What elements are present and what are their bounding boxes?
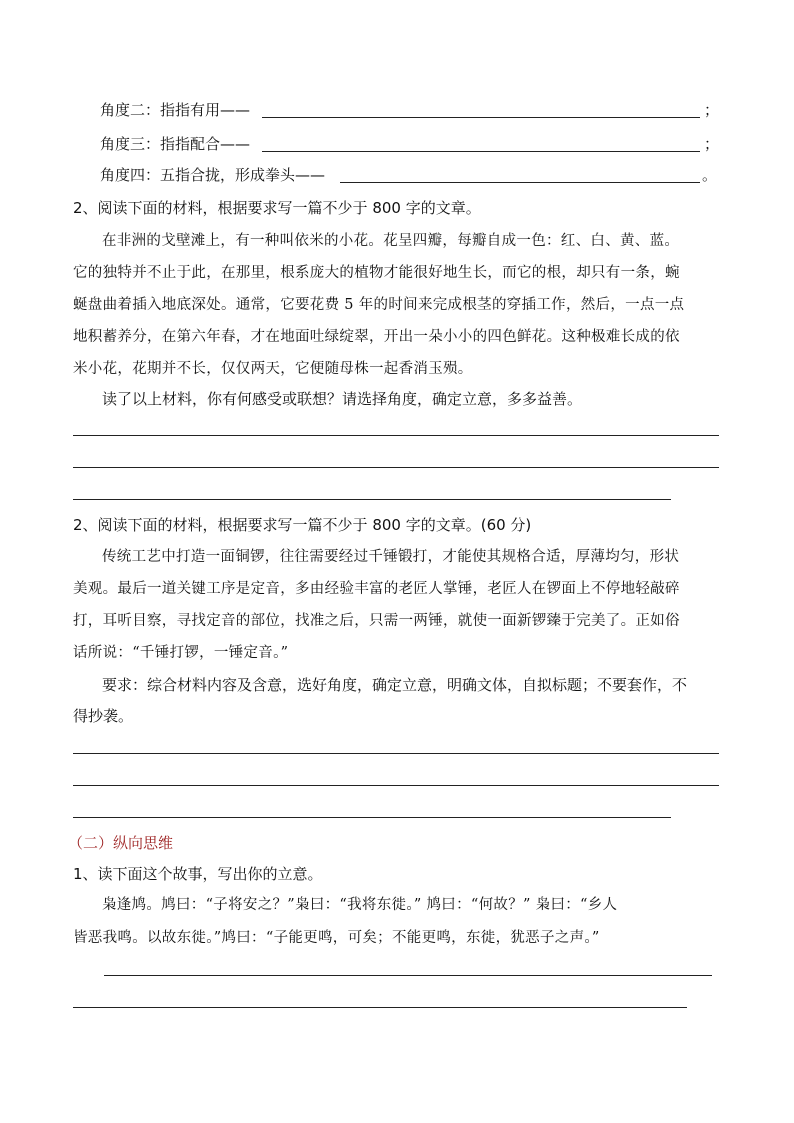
q2b-title: 2、阅读下面的材料，根据要求写一篇不少于 800 字的文章。(60 分) — [73, 516, 532, 534]
q1-answer-line-1[interactable] — [104, 975, 712, 976]
angle-3-end: ； — [704, 135, 720, 153]
q2b-requirement-line-1: 要求：综合材料内容及含意，选好角度，确定立意，明确文体，自拟标题；不要套作，不 — [102, 676, 688, 694]
q2b-line-4: 话所说：“千锤打锣，一锤定音。” — [73, 645, 289, 661]
q2b-line-3: 打，耳听目察，寻找定音的部位，找准之后，只需一两锤，就使一面新锣臻于完美了。正如俗 — [73, 613, 680, 629]
angle-2-end: ； — [704, 101, 720, 119]
answer-line-angle-4[interactable] — [340, 182, 700, 183]
q2a-line-5: 米小花，花期并不长，仅仅两天，它便随母株一起香消玉殒。 — [73, 361, 473, 377]
q1-story-line-1: 枭逢鸠。鸠曰：“子将安之？”枭曰：“我将东徙。” 鸠曰：“何故？” 枭曰：“乡人 — [102, 897, 618, 913]
q2a-answer-line-2[interactable] — [73, 467, 719, 468]
q2b-answer-line-3[interactable] — [73, 817, 671, 818]
q2a-line-2: 它的独特并不止于此，在那里，根系庞大的植物才能很好地生长，而它的根，却只有一条，蜿 — [73, 265, 680, 281]
q2a-prompt: 读了以上材料，你有何感受或联想？请选择角度，确定立意，多多益善。 — [102, 390, 583, 408]
q1-title: 1、读下面这个故事，写出你的立意。 — [73, 865, 323, 883]
q1-answer-line-2[interactable] — [73, 1007, 687, 1008]
q2b-answer-line-1[interactable] — [73, 753, 719, 754]
section-heading: （二）纵向思维 — [68, 834, 174, 852]
q2a-title: 2、阅读下面的材料，根据要求写一篇不少于 800 字的文章。 — [73, 199, 481, 217]
q2b-answer-line-2[interactable] — [73, 785, 719, 786]
q2a-line-4: 地积蓄养分，在第六年春，才在地面吐绿绽翠，开出一朵小小的四色鲜花。这种极难长成的依 — [73, 329, 680, 345]
angle-3-label: 角度三：指指配合—— — [100, 135, 251, 153]
angle-4-end: 。 — [702, 166, 718, 184]
q2b-requirement-line-2: 得抄袭。 — [73, 707, 134, 725]
q2b-line-2: 美观。最后一道关键工序是定音，多由经验丰富的老匠人掌锤，老匠人在锣面上不停地轻敲碎 — [73, 581, 680, 597]
q2a-line-3: 蜒盘曲着插入地底深处。通常，它要花费 5 年的时间来完成根茎的穿插工作，然后，一点一点 — [73, 297, 685, 313]
angle-2-label: 角度二：指指有用—— — [100, 101, 251, 119]
answer-line-angle-3[interactable] — [262, 151, 700, 152]
q2a-answer-line-3[interactable] — [73, 499, 671, 500]
angle-4-label: 角度四：五指合拢，形成拳头—— — [100, 166, 326, 184]
q2a-answer-line-1[interactable] — [73, 435, 719, 436]
q2a-line-1: 在非洲的戈壁滩上，有一种叫依米的小花。花呈四瓣，每瓣自成一色：红、白、黄、蓝。 — [102, 233, 680, 249]
q2b-line-1: 传统工艺中打造一面铜锣，往往需要经过千锤锻打，才能使其规格合适，厚薄均匀，形状 — [102, 549, 680, 565]
q1-story-line-2: 皆恶我鸣。以故东徙。”鸠曰：“子能更鸣，可矣；不能更鸣，东徙，犹恶子之声。” — [73, 930, 600, 946]
answer-line-angle-2[interactable] — [262, 117, 700, 118]
